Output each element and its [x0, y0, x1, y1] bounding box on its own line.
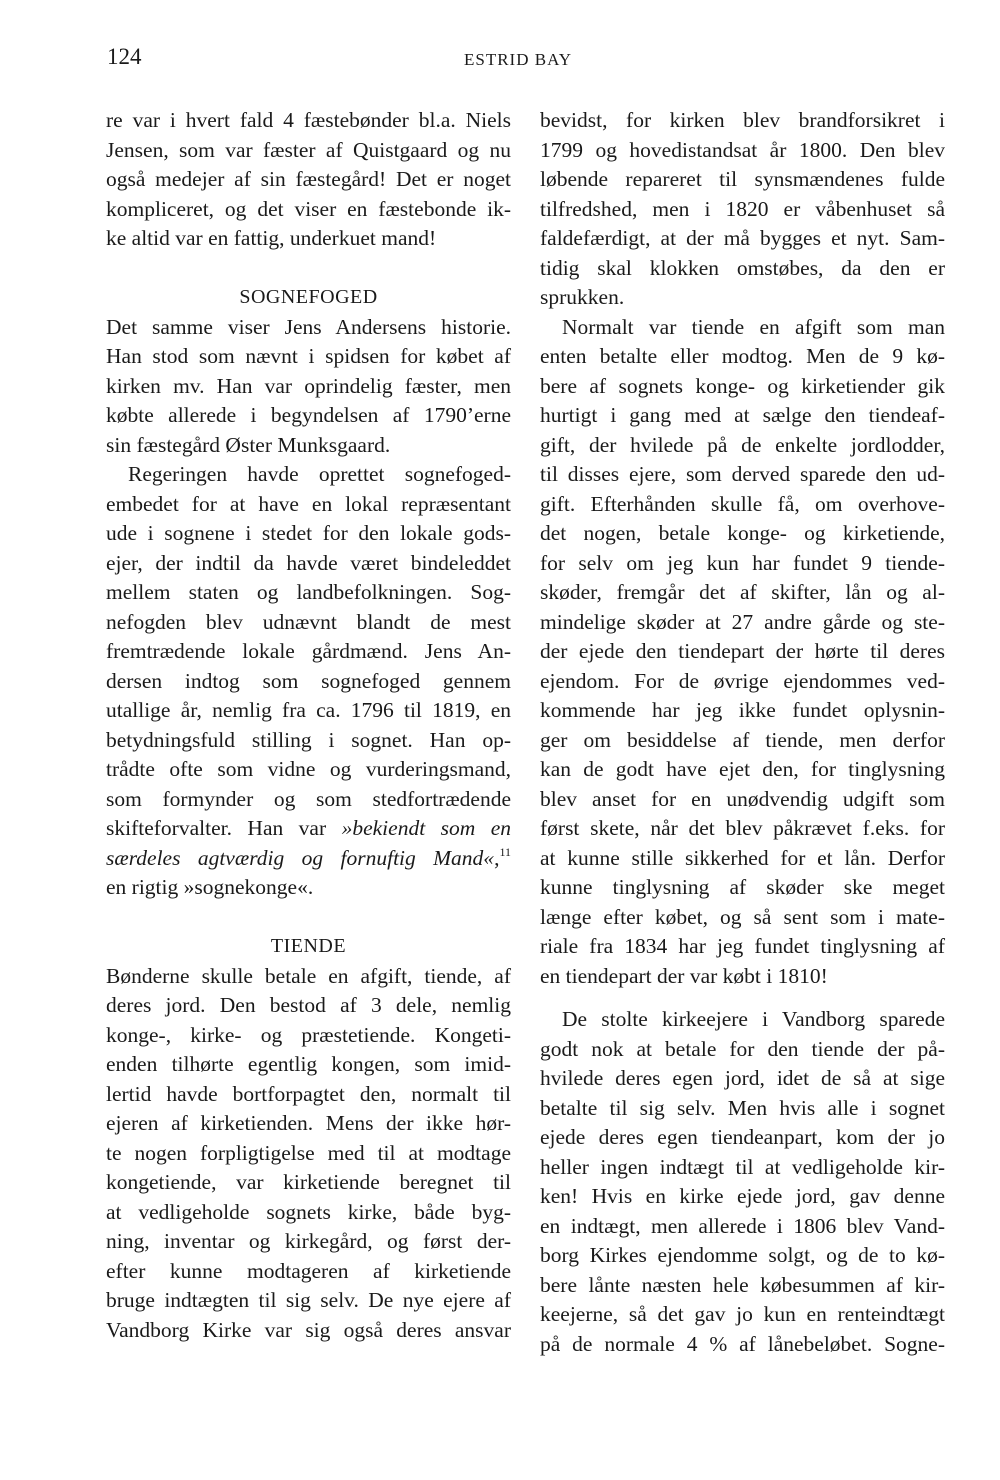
text-line: Normalt var tiende en afgift som man: [562, 314, 945, 339]
page-number: 124: [107, 44, 142, 69]
text-line: sprukken.: [540, 285, 625, 309]
text-line: riale fra 1834 har jeg fundet tinglysning af: [540, 934, 945, 958]
text-line: det nogen, betale konge- og kirketiende,: [540, 521, 945, 545]
text-line: som formynder og som stedfortrædende: [106, 786, 511, 811]
text-line: dersen indtog som sognefoged gennem: [106, 668, 511, 693]
text-line: lertid havde bortforpagtet den, normalt til: [106, 1081, 511, 1106]
text-line: fremtrædende lokale gårdmænd. Jens An-: [106, 639, 511, 663]
text-line: en tiendepart der var købt i 1810!: [540, 963, 828, 988]
quote-italic-text: særdeles agtværdig og fornuftig Mand«: [106, 845, 495, 870]
paragraph-intro: [106, 106, 511, 254]
text-line: bere lånte næsten hele købesummen af kir-: [540, 1272, 945, 1297]
text-line: at vedligeholde sognets kirke, både byg-: [106, 1199, 511, 1224]
text-line: efter kunne modtageren af kirketiende: [106, 1258, 511, 1283]
text-line: til disses ejere, som derved sparede den ud-: [540, 462, 945, 486]
text-line: hvilede deres egen jord, idet de så at sige: [540, 1066, 945, 1090]
text-line: gift, der hvilede på de enkelte jordlodder,: [540, 432, 945, 457]
paragraph-sognefoged-2: [106, 460, 511, 903]
text-line: enden tilhørte egentlig kongen, som imid-: [106, 1052, 511, 1076]
text-line: hurtigt i gang med at sælge den tiendeaf-: [540, 403, 945, 427]
text-line: først skete, når det blev påkrævet f.eks. for: [540, 816, 945, 840]
text-line: skøder, fremgår det af skifter, lån og al-: [540, 580, 945, 604]
text-line: en indtægt, men allerede i 1806 blev Vand-: [540, 1213, 945, 1238]
paragraph-tiende-2: [540, 313, 945, 992]
paragraph-kirkeejere: [540, 1005, 945, 1359]
text-line: Bønderne skulle betale en afgift, tiende, af: [106, 963, 511, 988]
text-line: der ejede den tiendepart der hørte til deres: [540, 639, 945, 663]
paragraph-gap: [540, 991, 945, 1005]
right-column: [540, 106, 945, 1359]
text-line: deres jord. Den bestod af 3 dele, nemlig: [106, 993, 511, 1017]
text-line: ken! Hvis en kirke ejede jord, gav denne: [540, 1184, 945, 1208]
quote-lead-text: skifteforvalter. Han var: [106, 816, 342, 840]
text-line: tilfredshed, men i 1820 er våbenhuset så: [540, 196, 945, 221]
text-line: embedet for at have en lokal repræsentant: [106, 491, 511, 516]
paragraph-tiende-1: [106, 962, 511, 1346]
text-line: ke altid var en fattig, underkuet mand!: [106, 226, 437, 250]
text-line: sin fæstegård Øster Munksgaard.: [106, 432, 391, 457]
paragraph-continued: [540, 106, 945, 313]
text-line: tidig skal klokken omstøbes, da den er: [540, 255, 945, 280]
text-line: heller ingen indtægt til at vedligeholde kir-: [540, 1154, 945, 1179]
text-line: trådte ofte som vidne og vurderingsmand,: [106, 757, 511, 781]
text-line: [106, 814, 511, 844]
quote-italic-text: »bekiendt som en: [341, 816, 511, 840]
text-line: blev anset for en unødvendig udgift som: [540, 786, 945, 811]
text-line: kan de godt have ejet den, for tinglysning: [540, 757, 945, 781]
text-line: utallige år, nemlig fra ca. 1796 til 1819, en: [106, 698, 511, 722]
section-gap: [106, 254, 511, 284]
text-line: godt nok at betale for den tiende der på-: [540, 1036, 945, 1061]
text-line: borg Kirkes ejendomme solgt, og de to kø-: [540, 1243, 945, 1267]
text-line: mindelige skøder at 27 andre gårde og ste-: [540, 609, 945, 634]
text-line: faldefærdigt, at der må bygges et nyt. Sam-: [540, 226, 945, 250]
text-line: kongetiende, var kirketiende beregnet til: [106, 1170, 511, 1194]
text-line: Vandborg Kirke var sig også deres ansvar: [106, 1317, 511, 1342]
text-line: nefogden blev udnævnt blandt de mest: [106, 609, 511, 634]
text-line: keejerne, så det gav jo kun en renteindtægt: [540, 1302, 945, 1326]
text-line: kirken mv. Han var oprindelig fæster, men: [106, 373, 511, 398]
text-line: Jensen, som var fæster af Quistgaard og nu: [106, 137, 511, 162]
text-line: kompliceret, og det viser en fæstebonde ik-: [106, 196, 511, 221]
text-line: for selv om jeg kun har fundet 9 tiende-: [540, 550, 945, 575]
quote-comma: ,: [494, 845, 500, 870]
text-line: også medejer af sin fæstegård! Det er noget: [106, 167, 511, 191]
text-line: bere af sognets konge- og kirketiender gik: [540, 373, 945, 398]
text-line: mellem staten og landbefolkningen. Sog-: [106, 580, 511, 604]
text-line: ejeren af kirketienden. Mens der ikke hør-: [106, 1111, 511, 1135]
text-line: ejendom. For de øvrige ejendommes ved-: [540, 668, 945, 693]
text-line: kunne tinglysning af skøder ske meget: [540, 875, 945, 899]
text-line: kommende har jeg ikke fundet oplysnin-: [540, 698, 945, 722]
running-title: ESTRID BAY: [464, 50, 573, 69]
paragraph-sognefoged-1: [106, 313, 511, 461]
text-line: gift. Efterhånden skulle få, om overhove-: [540, 491, 945, 516]
text-line: ejede deres egen tiendeanpart, kom der jo: [540, 1125, 945, 1149]
text-line: ning, inventar og kirkegård, og først der-: [106, 1229, 511, 1253]
text-line: Regeringen havde oprettet sognefoged-: [128, 462, 511, 486]
section-gap: [106, 903, 511, 933]
text-line: at kunne stille sikkerhed for et lån. Derfor: [540, 845, 945, 870]
text-line: [106, 844, 511, 874]
text-line: konge-, kirke- og præstetiende. Kongeti-: [106, 1022, 511, 1047]
text-line: De stolte kirkeejere i Vandborg sparede: [562, 1007, 945, 1031]
text-line: 1799 og hovedistandsat år 1800. Den blev: [540, 137, 945, 162]
text-line: enten betalte eller modtog. Men de 9 kø-: [540, 344, 945, 368]
text-line: Det samme viser Jens Andersens historie.: [106, 314, 511, 339]
text-line: ger om besiddelse af tiende, men derfor: [540, 727, 945, 752]
text-line: på de normale 4 % af lånebeløbet. Sogne-: [540, 1331, 945, 1356]
text-line: ejer, der indtil da havde været bindeleddet: [106, 550, 511, 575]
text-line: løbende repareret til synsmændenes fulde: [540, 167, 945, 191]
text-line: ude i sognene i stedet for den lokale gods-: [106, 521, 511, 545]
text-line: købte allerede i begyndelsen af 1790’erne: [106, 403, 511, 427]
text-line: re var i hvert fald 4 fæstebønder bl.a. Niels: [106, 108, 511, 132]
left-column: [106, 106, 511, 1345]
text-line: Han stod som nævnt i spidsen for købet af: [106, 344, 511, 368]
text-line: bruge indtægten til sig selv. De nye ejere af: [106, 1288, 511, 1312]
text-line: betalte til sig selv. Men hvis alle i sognet: [540, 1095, 945, 1120]
text-line: en rigtig »sognekonge«.: [106, 875, 314, 899]
text-line: betydningsfuld stilling i sognet. Han op-: [106, 727, 511, 752]
section-heading-sognefoged: SOGNEFOGED: [239, 286, 378, 308]
section-heading-tiende: TIENDE: [270, 935, 347, 957]
footnote-ref[interactable]: 11: [499, 844, 511, 859]
text-line: te nogen forpligtigelse med til at modtage: [106, 1140, 511, 1165]
text-line: bevidst, for kirken blev brandforsikret i: [540, 108, 945, 132]
text-line: længe efter købet, og så sent som i mate-: [540, 904, 945, 929]
